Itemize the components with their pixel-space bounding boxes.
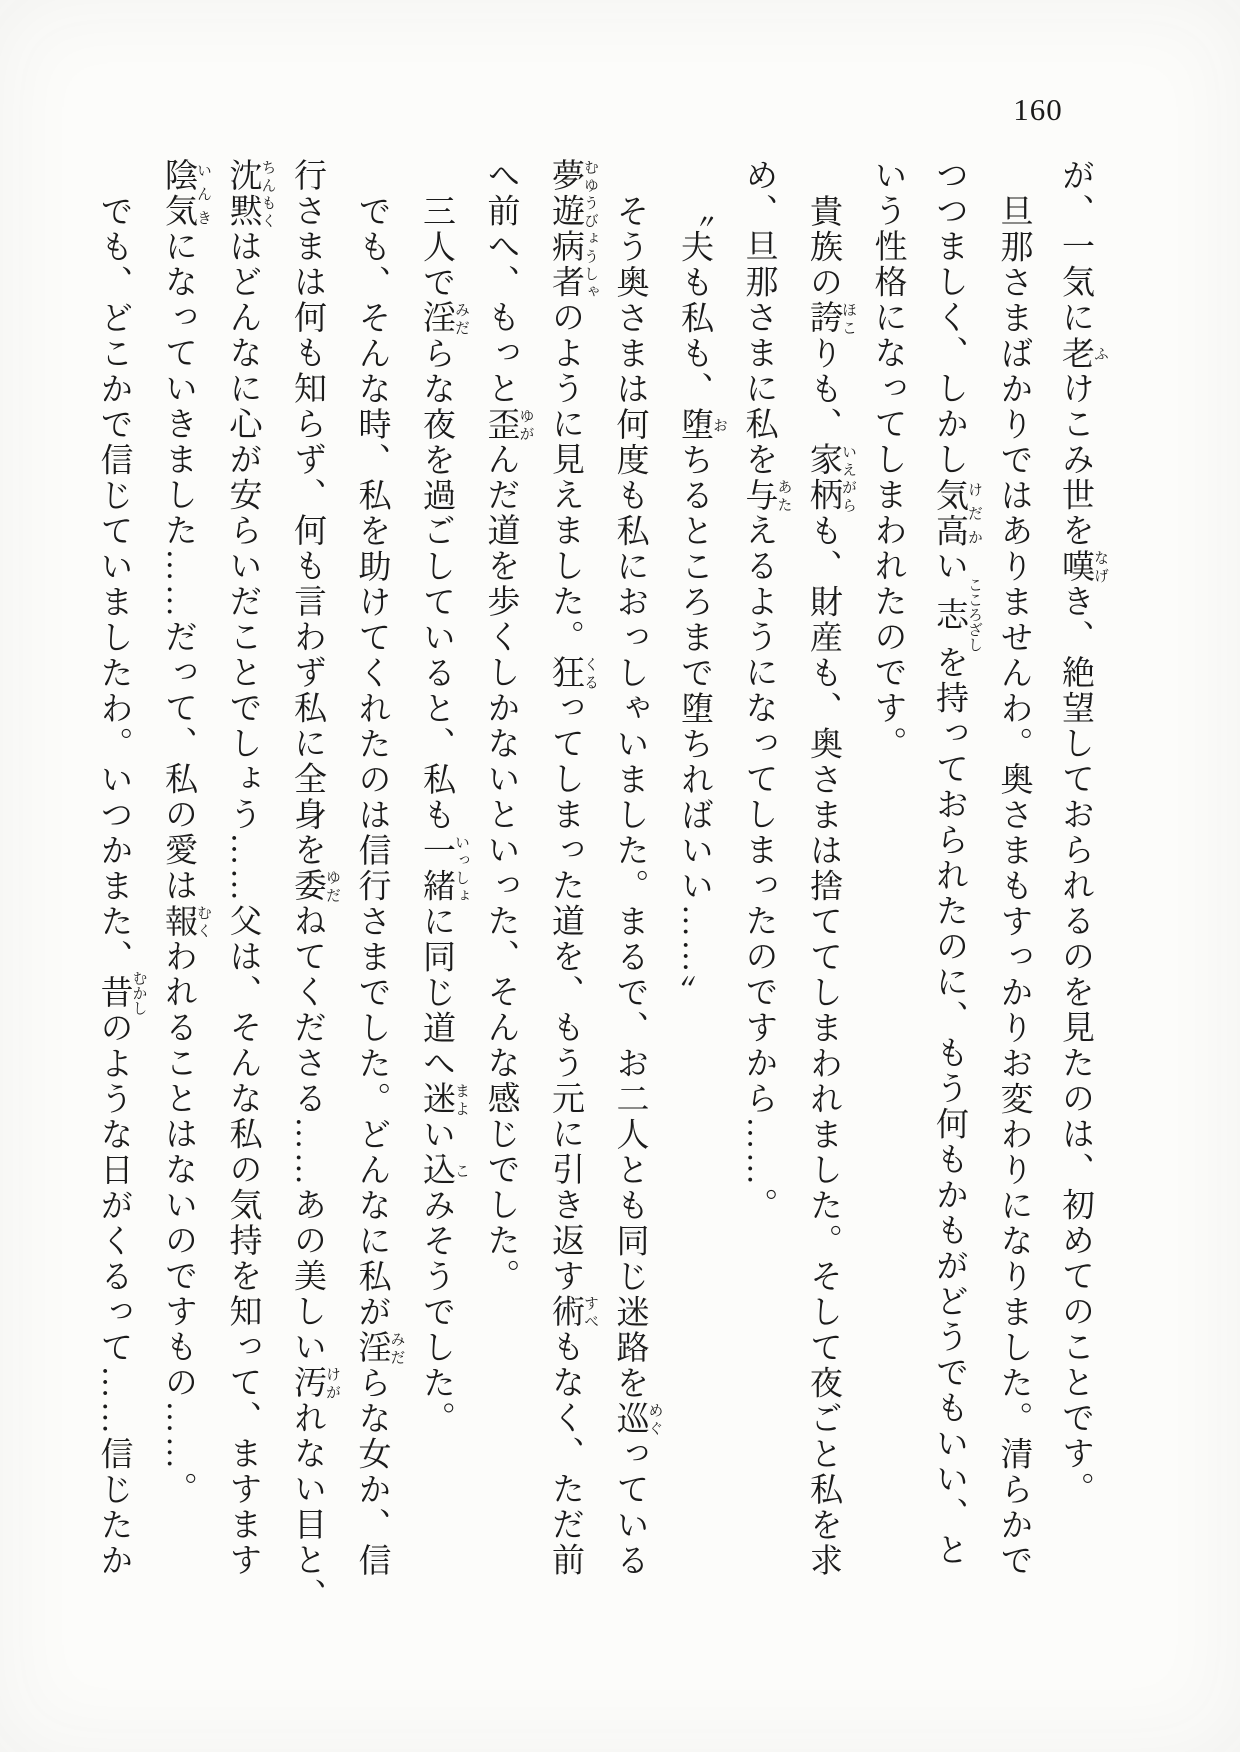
text-column-10: へ前へ、もっと歪 ゆがんだ道を歩くしかないといった、そんな感じでした。 — [482, 158, 534, 1294]
furigana-ruby: 委 ゆだ — [289, 868, 340, 904]
text-column-15: 陰気 いんきになっていきました……だって、私の愛は報 むくわれることはないのですもの……。 — [160, 158, 211, 1507]
furigana-ruby: 巡 めぐ — [611, 1400, 663, 1436]
text-block — [82, 158, 1108, 1658]
text-column-11: 三人で淫 みだらな夜を過ごしていると、私も一緒 いっしょに同じ道へ迷 まよい込 こみそうでした。 — [418, 193, 469, 1436]
furigana-ruby: 昔 むかし — [95, 969, 147, 1015]
furigana-ruby: 陰気 いんき — [160, 158, 211, 229]
text-column-7: 〝夫も私も、堕 おちるところまで堕ちればいい……〟 — [676, 193, 727, 1010]
text-column-16: でも、どこかで信じていましたわ。いつかまた、昔 むかしのような日がくるって……信じたか — [95, 193, 147, 1578]
page-number: 160 — [1013, 92, 1063, 127]
furigana-ruby: 沈黙 ちんもく — [224, 158, 276, 229]
text-column-2: 旦那さまばかりではありませんわ。奥さまもすっかりお変わりになりました。清らかで — [995, 193, 1032, 1578]
furigana-ruby: 老 ふ — [1057, 335, 1108, 371]
furigana-ruby: 迷 まよ — [418, 1081, 469, 1117]
furigana-ruby: 家柄 いえがら — [805, 442, 856, 513]
text-column-12: でも、そんな時、私を助けてくれたのは信行さまでした。どんなに私が淫 みだらな女か、信 — [353, 193, 405, 1578]
furigana-ruby: 夢遊病者 むゆうびょうしゃ — [547, 158, 598, 300]
text-column-8: そう奥さまは何度も私におっしゃいました。まるで、お二人とも同じ迷路を巡 めぐっている — [611, 193, 663, 1578]
furigana-ruby: 嘆 なげ — [1057, 548, 1108, 584]
furigana-ruby: 淫 みだ — [418, 300, 469, 336]
furigana-ruby: 堕 お — [676, 406, 727, 442]
text-column-13: 行さまは何も知らず、何も言わず私に全身を委 ゆだねてくださる……あの美しい汚 けがれない目と、 — [289, 158, 340, 1614]
furigana-ruby: 淫 みだ — [353, 1329, 405, 1365]
furigana-ruby: 誇 ほこ — [805, 300, 856, 336]
text-column-3: つつましく、しかし気高 けだかい志 こころざしを持っておられたのに、もう何もかもがどうでもいい、と — [931, 158, 982, 1568]
text-column-6: め、旦那さまに私を与 あたえるようになってしまったのですから……。 — [740, 158, 792, 1223]
furigana-ruby: 気高 けだか — [931, 477, 982, 549]
furigana-ruby: 一緒 いっしょ — [418, 832, 469, 904]
furigana-ruby: 術 すべ — [547, 1294, 598, 1330]
text-column-1: が、一気に老 ふけこみ世を嘆 なげき、絶望しておられるのを見たのは、初めてのことです。 — [1057, 158, 1108, 1507]
furigana-ruby: 汚 けが — [289, 1365, 340, 1401]
text-column-4: いう性格になってしまわれたのです。 — [869, 158, 906, 762]
text-column-9: 夢遊病者 むゆうびょうしゃのように見えました。狂 くるってしまった道を、もう元に引き返す術 すべもなく、ただ前 — [547, 158, 598, 1578]
furigana-ruby: 狂 くる — [547, 655, 598, 691]
furigana-ruby: 志 こころざし — [931, 577, 982, 652]
furigana-ruby: 報 むく — [160, 903, 211, 939]
text-column-14: 沈黙 ちんもくはどんなに心が安らいだことでしょう……父は、そんな私の気持を知って、ますます — [224, 158, 276, 1578]
furigana-ruby: 込 こ — [418, 1152, 469, 1188]
text-column-5: 貴族の誇 ほこりも、家柄 いえがらも、財産も、奥さまは捨ててしまわれました。そして夜ごと私を求 — [805, 193, 856, 1578]
furigana-ruby: 歪 ゆが — [482, 406, 534, 442]
furigana-ruby: 与 あた — [740, 477, 792, 513]
